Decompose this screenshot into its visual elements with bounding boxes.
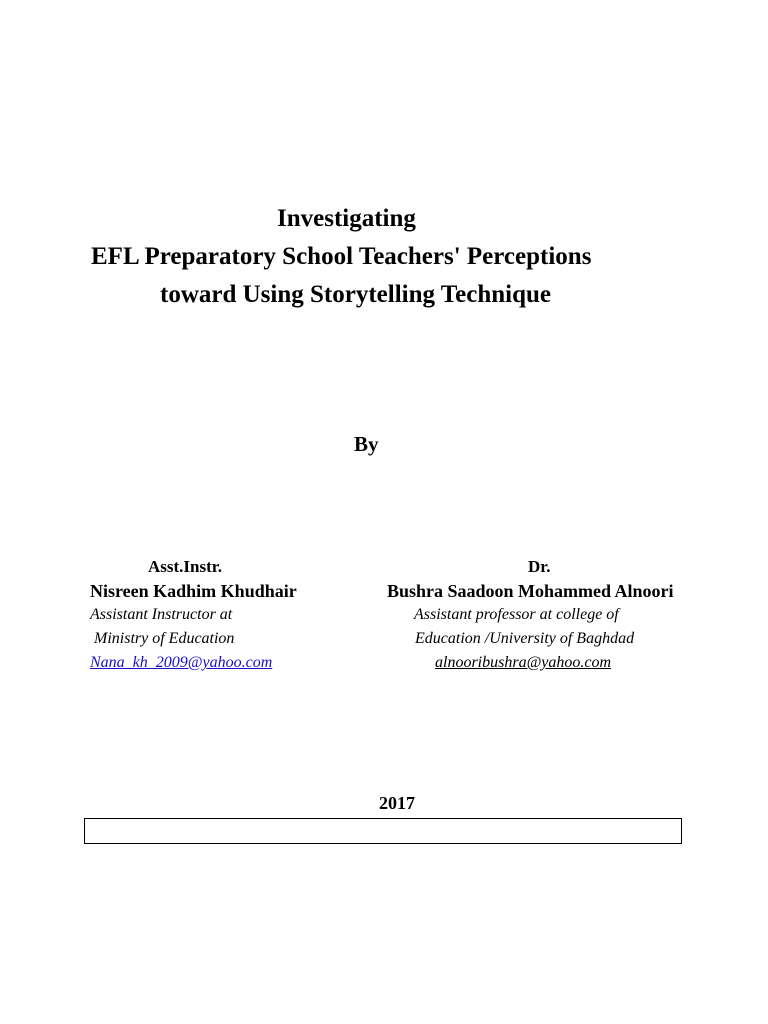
author-1-title: Asst.Instr. [148, 557, 223, 576]
author-1-affiliation-line-2: Ministry of Education [94, 630, 235, 647]
publication-year: 2017 [379, 793, 415, 813]
empty-text-box [84, 818, 682, 844]
author-2-title: Dr. [528, 557, 551, 576]
author-1-email-link[interactable]: Nana_kh_2009@yahoo.com [90, 654, 273, 671]
by-label: By [354, 432, 379, 456]
author-block-1 [90, 555, 297, 675]
title-line-3: toward Using Storytelling Technique [160, 281, 552, 308]
author-2-affiliation-line-1: Assistant professor at college of [414, 606, 619, 623]
author-2-affiliation-line-2: Education /University of Baghdad [415, 630, 635, 647]
author-block-2 [387, 555, 674, 675]
author-2-email-link[interactable]: alnooribushra@yahoo.com [435, 654, 612, 671]
author-2-name: Bushra Saadoon Mohammed Alnoori [387, 581, 674, 601]
title-line-2: EFL Preparatory School Teachers' Perceptions [91, 243, 592, 270]
author-1-name: Nisreen Kadhim Khudhair [90, 581, 297, 601]
title-line-1: Investigating [277, 205, 416, 232]
author-1-affiliation-line-1: Assistant Instructor at [90, 606, 233, 623]
